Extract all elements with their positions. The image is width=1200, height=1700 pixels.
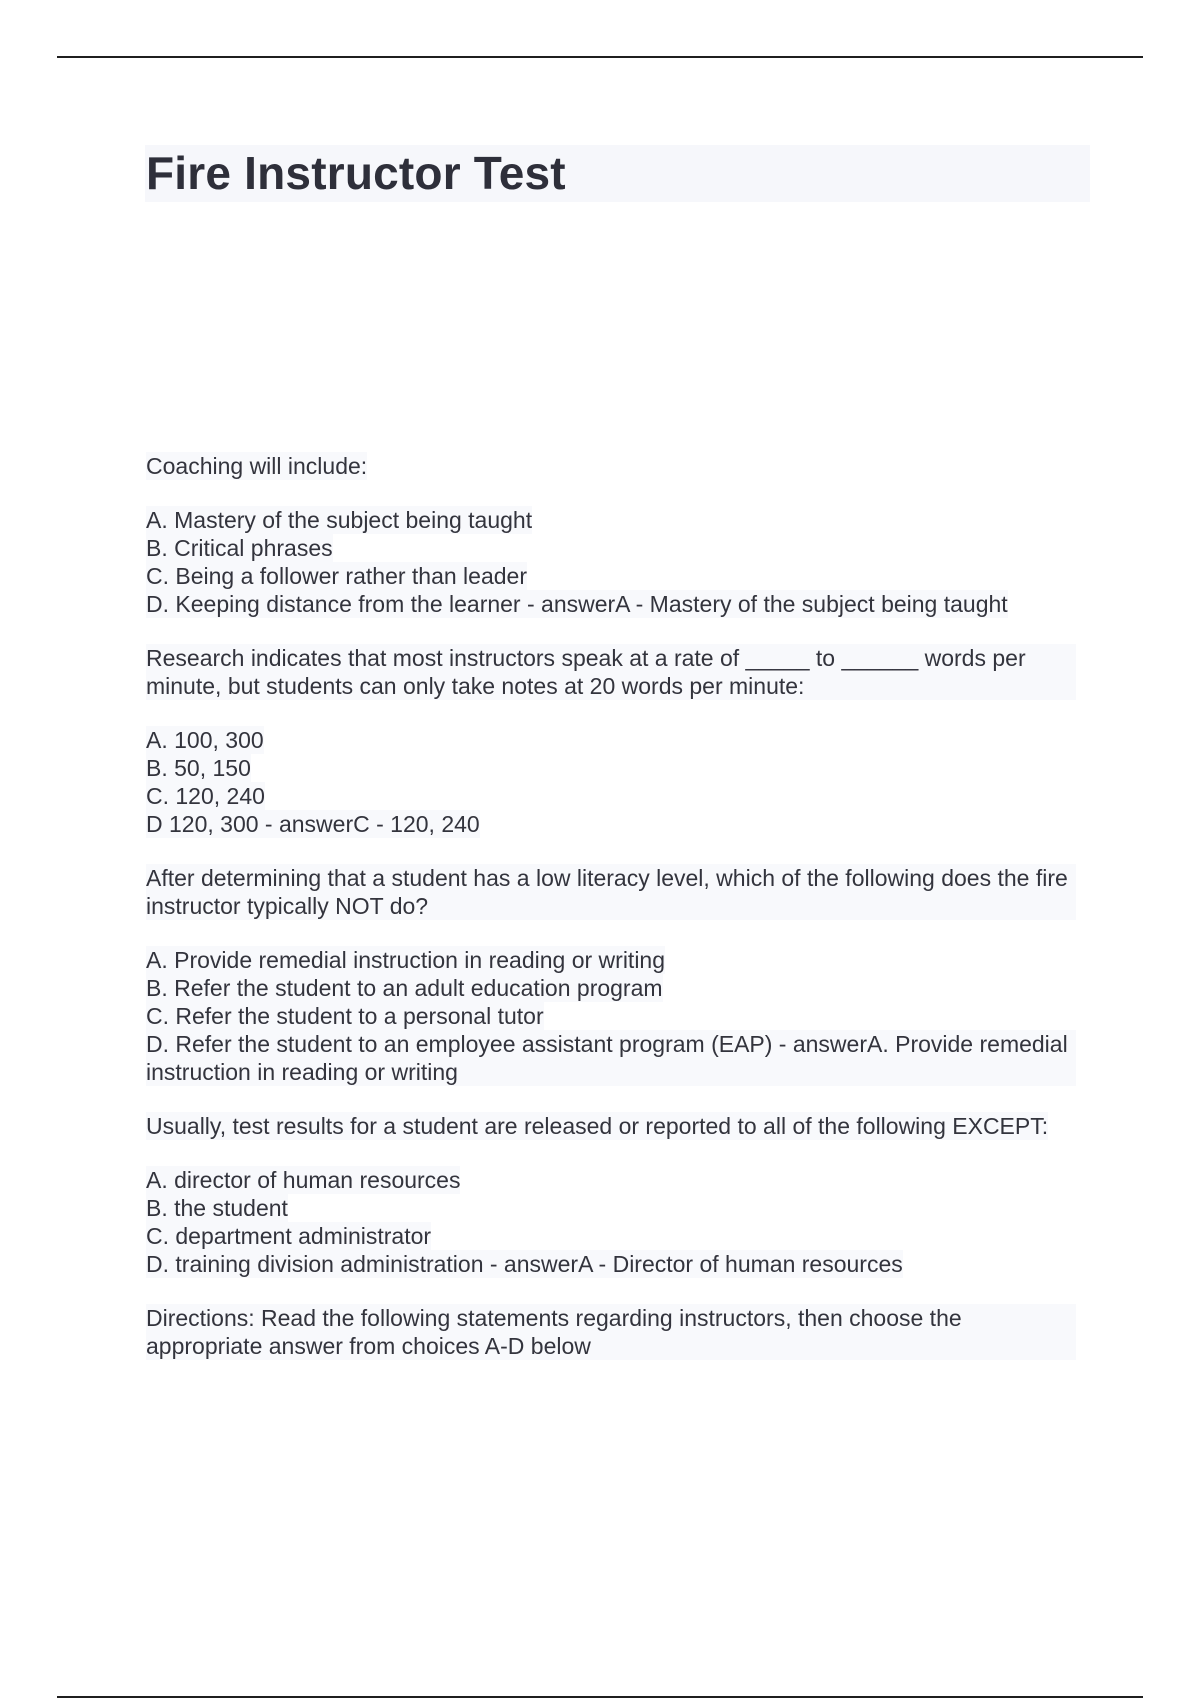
question-3	[146, 864, 1086, 1086]
choice-item: C. department administrator	[146, 1223, 432, 1249]
question-2	[146, 644, 1086, 838]
choice-item: D 120, 300 - answerC - 120, 240	[146, 811, 480, 837]
choice-list	[146, 506, 1086, 618]
choice-list	[146, 946, 1086, 1086]
spacer	[146, 1086, 1086, 1112]
choice-item: D. Refer the student to an employee assistant program (EAP) - answerA. Provide remedial instruction in reading or writing	[146, 1030, 1076, 1086]
choice-list	[146, 1166, 1086, 1278]
top-rule	[57, 56, 1143, 58]
choice-item: D. Keeping distance from the learner - answerA - Mastery of the subject being taught	[146, 591, 1008, 617]
choice-item: C. Being a follower rather than leader	[146, 563, 527, 589]
question-4	[146, 1112, 1086, 1278]
question-text: Directions: Read the following statements regarding instructors, then choose the appropriate answer from choices A-D below	[146, 1304, 1076, 1360]
choice-item: A. 100, 300	[146, 727, 264, 753]
choice-item: C. Refer the student to a personal tutor	[146, 1003, 544, 1029]
question-text: After determining that a student has a low literacy level, which of the following does the fire instructor typically NOT do?	[146, 864, 1076, 920]
choice-item: A. director of human resources	[146, 1167, 461, 1193]
question-text: Usually, test results for a student are released or reported to all of the following EXCEPT:	[146, 1113, 1049, 1139]
choice-item: B. the student	[146, 1195, 288, 1221]
choice-item: A. Mastery of the subject being taught	[146, 507, 533, 533]
choice-item: D. training division administration - answerA - Director of human resources	[146, 1251, 903, 1277]
choice-list	[146, 726, 1086, 838]
question-text: Research indicates that most instructors speak at a rate of _____ to ______ words per minute, but students can only take notes at 20 words per minute:	[146, 644, 1076, 700]
choice-item: C. 120, 240	[146, 783, 265, 809]
question-5	[146, 1304, 1086, 1360]
page-title: Fire Instructor Test	[146, 147, 566, 199]
question-1	[146, 452, 1086, 618]
spacer	[146, 618, 1086, 644]
question-text: Coaching will include:	[146, 453, 368, 479]
spacer	[146, 1278, 1086, 1304]
choice-item: B. 50, 150	[146, 755, 251, 781]
bottom-rule	[57, 1696, 1143, 1698]
spacer	[146, 838, 1086, 864]
choice-item: A. Provide remedial instruction in reading or writing	[146, 947, 666, 973]
choice-item: B. Refer the student to an adult education program	[146, 975, 663, 1001]
questions-content	[146, 452, 1086, 1360]
choice-item: B. Critical phrases	[146, 535, 333, 561]
